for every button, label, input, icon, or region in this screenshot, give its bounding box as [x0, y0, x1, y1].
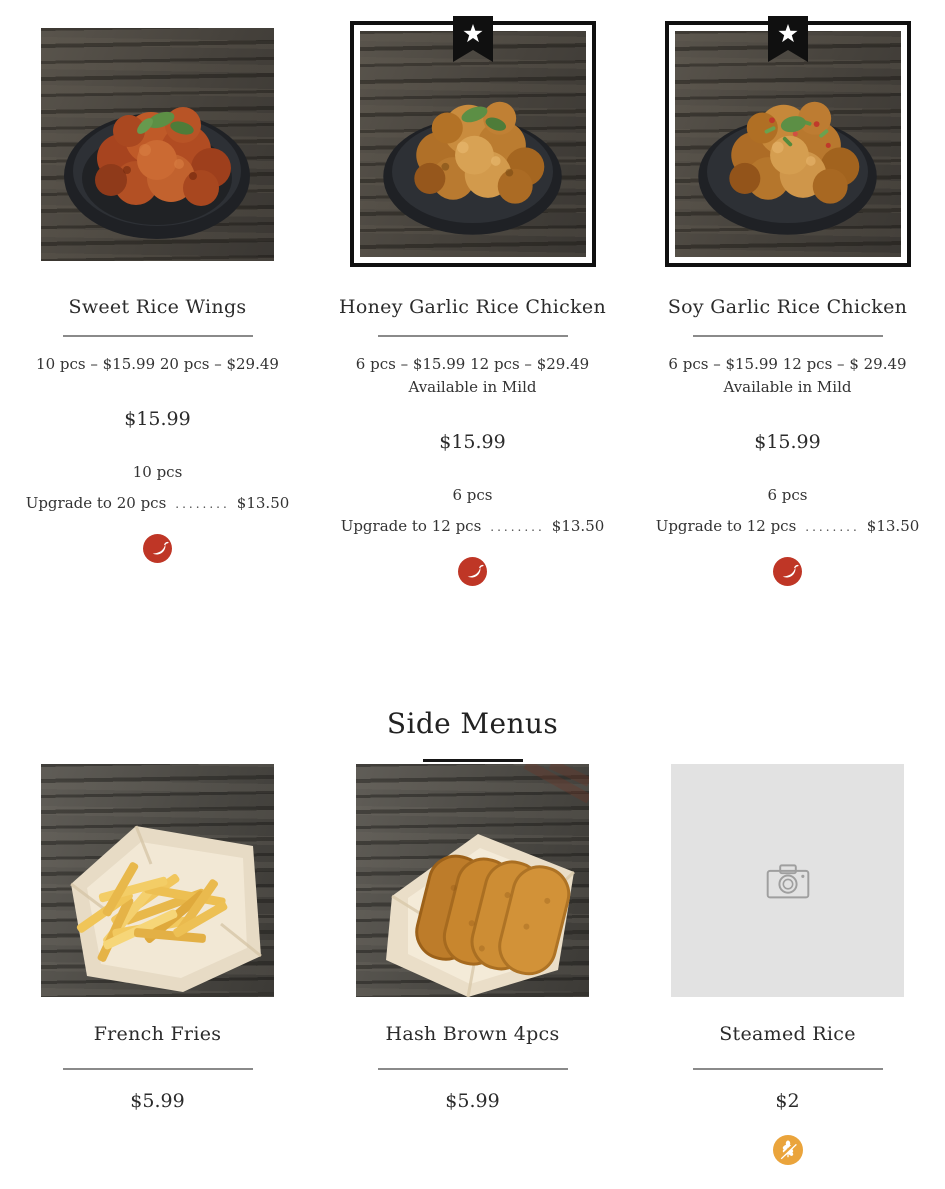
title-divider [378, 335, 568, 337]
spicy-icon [773, 557, 802, 586]
menu-item-card [0, 18, 315, 586]
upgrade-price: $13.50 [236, 494, 290, 512]
chili-pepper-icon [777, 561, 799, 583]
upgrade-label: Upgrade to 12 pcs [340, 517, 482, 535]
dotted-leader: ........ [175, 497, 230, 511]
item-media [671, 764, 904, 997]
spicy-icon [458, 557, 487, 586]
item-title: Hash Brown 4pcs [385, 1023, 560, 1045]
variant-label: 10 pcs [132, 463, 183, 481]
featured-star-ribbon-icon [453, 16, 493, 62]
item-description: 10 pcs – $15.99 20 pcs – $29.49 [36, 355, 279, 373]
title-divider [693, 1068, 883, 1070]
camera-icon [763, 861, 813, 901]
item-media [356, 764, 589, 997]
menu-grid-row-1 [0, 18, 945, 586]
section-title: Side Menus [386, 707, 559, 740]
hash-brown-photo [356, 764, 589, 997]
food-illustration [360, 31, 586, 257]
upgrade-label: Upgrade to 20 pcs [25, 494, 167, 512]
title-divider [378, 1068, 568, 1070]
item-title: Soy Garlic Rice Chicken [667, 296, 908, 318]
item-media [41, 18, 274, 270]
upgrade-price: $13.50 [551, 517, 605, 535]
item-title: Steamed Rice [719, 1023, 856, 1045]
item-price: $5.99 [130, 1090, 185, 1112]
featured-frame [350, 21, 596, 267]
food-illustration [675, 31, 901, 257]
wheat-slash-icon [776, 1138, 800, 1162]
variant-label: 6 pcs [452, 486, 493, 504]
item-title: Sweet Rice Wings [68, 296, 247, 318]
menu-grid-row-2 [0, 764, 945, 1165]
image-placeholder [671, 764, 904, 997]
soy-garlic-chicken-photo [675, 31, 901, 257]
item-media [350, 18, 596, 270]
item-price: $15.99 [439, 431, 506, 453]
item-price: $15.99 [124, 408, 191, 430]
menu-item-card [315, 18, 630, 586]
dotted-leader: ........ [490, 520, 545, 534]
upgrade-label: Upgrade to 12 pcs [655, 517, 797, 535]
dotted-leader: ........ [805, 520, 860, 534]
featured-frame [665, 21, 911, 267]
item-title: French Fries [93, 1023, 222, 1045]
item-media [665, 18, 911, 270]
menu-item-card [0, 764, 315, 1165]
item-price: $2 [775, 1090, 800, 1112]
sweet-rice-wings-photo [41, 28, 274, 261]
item-title: Honey Garlic Rice Chicken [339, 296, 606, 318]
upgrade-line [656, 515, 920, 539]
item-description: 6 pcs – $15.99 12 pcs – $ 29.49 Available in Mild [668, 355, 907, 396]
menu-item-card [630, 18, 945, 586]
title-divider [693, 335, 883, 337]
title-divider [63, 335, 253, 337]
variant-label: 6 pcs [767, 486, 808, 504]
chili-pepper-icon [147, 538, 169, 560]
upgrade-price: $13.50 [866, 517, 920, 535]
spicy-icon [143, 534, 172, 563]
item-media [41, 764, 274, 997]
food-illustration [41, 28, 274, 261]
gluten-free-icon [773, 1135, 803, 1165]
item-price: $5.99 [445, 1090, 500, 1112]
chili-pepper-icon [462, 561, 484, 583]
featured-star-ribbon-icon [768, 16, 808, 62]
section-title-underline [423, 759, 523, 762]
french-fries-photo [41, 764, 274, 997]
item-price: $15.99 [754, 431, 821, 453]
title-divider [63, 1068, 253, 1070]
menu-item-card [630, 764, 945, 1165]
menu-item-card [315, 764, 630, 1165]
upgrade-line [341, 515, 605, 539]
item-description: 6 pcs – $15.99 12 pcs – $29.49 Available in Mild [355, 355, 590, 396]
upgrade-line [26, 492, 290, 516]
food-illustration [41, 764, 274, 997]
section-header [0, 706, 945, 762]
food-illustration [356, 764, 589, 997]
honey-garlic-chicken-photo [360, 31, 586, 257]
